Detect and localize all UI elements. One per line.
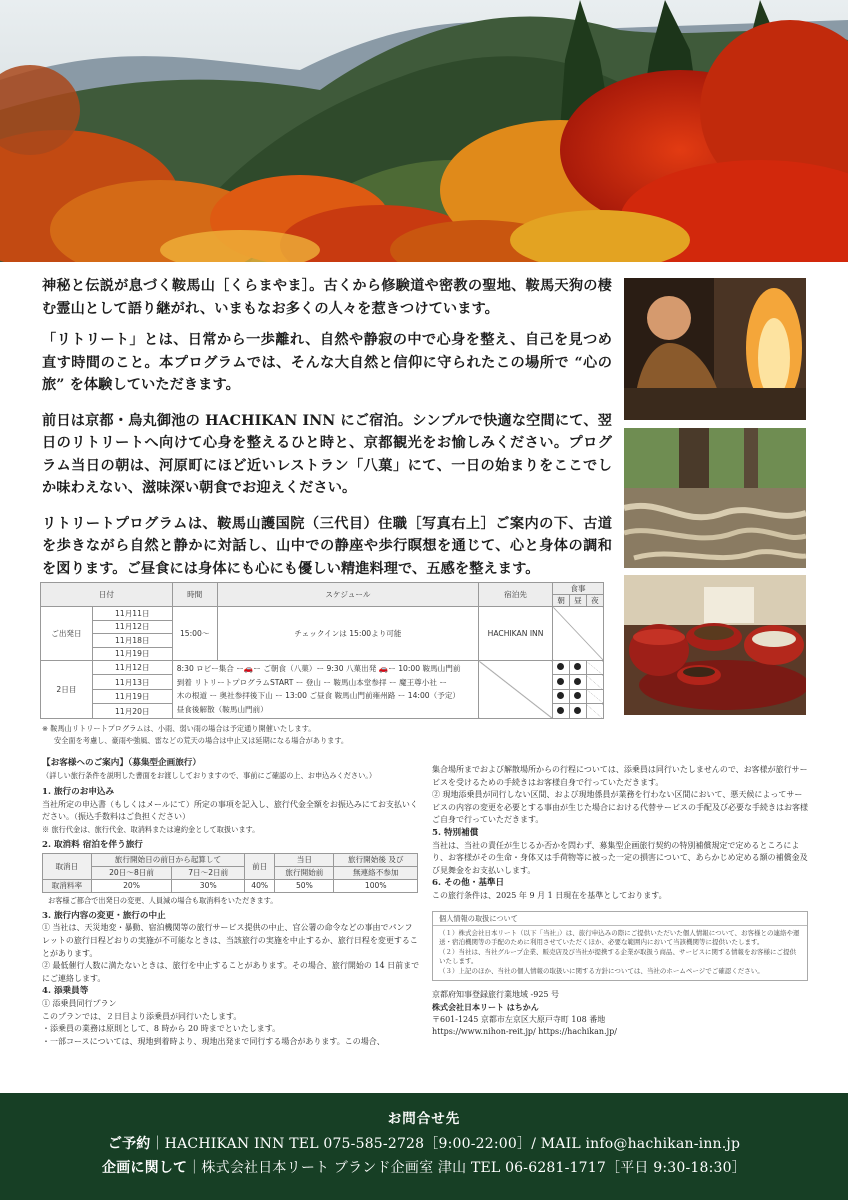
privacy-item: （３）上記のほか、当社の個人情報の取扱いに関する方針については、当社のホームページでご確認ください。 (439, 966, 764, 975)
schedule-note: 安全面を考慮し、豪雨や強風、雷などの荒天の場合は中止又は延期になる場合があります。 (54, 736, 349, 745)
day2-date: 11月12日 (92, 661, 172, 675)
section-heading: 2. 取消料 宿泊を伴う旅行 (42, 839, 143, 850)
monk-fire-ritual-photo (624, 278, 806, 420)
day1-meals-none (553, 607, 604, 661)
intro-paragraph-3: 前日は京都・烏丸御池の HACHIKAN INN にご宿泊。シンプルで快適な空間にて、翌日のリトリートへ向けて心身を整えるひと時と、京都観光をお愉しみください。プログラム当日の朝は、河原町にほど近いレストラン「八菓」にて、一日の始まりをここでしか味わえない、滋味深い朝食でお迎えください。 (42, 412, 612, 496)
section-body: ① 当社は、天災地変・暴動、宿泊機関等の旅行サービス提供の中止、官公署の命令などの事由でパンフレットの旅行日程どおりの実施が不可能なときは、当該旅行の実施を中止するか、旅行日程を変更することがあります。 (42, 923, 418, 958)
lunch-included-icon (574, 707, 581, 714)
breakfast-included-icon (557, 707, 564, 714)
company-registration: 京都府知事登録旅行業地域 -925 号 (432, 989, 560, 999)
day2-date: 11月20日 (92, 704, 172, 718)
lunch-dot (569, 689, 586, 703)
lunch-dot (569, 661, 586, 675)
cancel-rate: 50% (275, 880, 334, 893)
hero-autumn-mountain-photo (0, 0, 848, 262)
section-body: この旅行条件は、2025 年 9 月 1 日現在を基準としております。 (432, 890, 667, 900)
lunch-included-icon (574, 678, 581, 685)
terms-right-column (432, 764, 808, 1039)
privacy-item: （１）株式会社日本リート（以下「当社」）は、旅行申込みの際にご提供いただいた個人情報について、お客様との連絡や運送・宿泊機関等の手配のために利用させていただくほか、必要な範囲内において当該機関等に提供いたします。 (439, 928, 800, 947)
section-body: 当社は、当社の責任が生じるか否かを問わず、募集型企画旅行契約の特別補償規定で定めるところにより、お客様がその生命・身体又は手荷物等に被った一定の損害について、あらかじめ定める額の補償金及び見舞金をお支払いします。 (432, 840, 808, 875)
breakfast-included-icon (557, 678, 564, 685)
footer-title: お問合せ先 (387, 1111, 461, 1127)
header-hotel: 宿泊先 (479, 583, 553, 607)
privacy-item: （２）当社は、当社グループ企業、販売店及び当社が提携する企業が取扱う商品、サービスに関する情報をお客様にご提供いたします。 (439, 947, 796, 966)
day2-date: 11月19日 (92, 689, 172, 703)
privacy-title: 個人情報の取扱について (433, 912, 807, 926)
terms-left-column (42, 757, 420, 1048)
day1-date: 11月11日 (92, 607, 172, 621)
cancel-header: 当日 (275, 854, 334, 867)
shojin-ryori-meal-photo (624, 575, 806, 715)
company-info (432, 989, 808, 1039)
header-meals: 食事 (553, 583, 604, 595)
planning-label: 企画に関して (102, 1160, 188, 1176)
header-time: 時間 (172, 583, 217, 607)
privacy-policy-box (432, 911, 808, 981)
cancel-header: 旅行開始後 及び (334, 854, 418, 867)
cancel-rate: 100% (334, 880, 418, 893)
intro-paragraph-1: 神秘と伝説が息づく鞍馬山［くらまやま］。古くから修験道や密教の聖地、鞍馬天狗の棲む霊山として語り継がれ、いまもなお多くの人々を惹きつけています。 (42, 278, 612, 317)
day1-hotel: HACHIKAN INN (479, 607, 553, 661)
dinner-none (586, 689, 603, 703)
cancel-header: 20日〜8日前 (91, 867, 172, 880)
breakfast-dot (553, 675, 570, 689)
header-dinner: 夜 (586, 595, 603, 607)
breakfast-included-icon (557, 692, 564, 699)
lunch-included-icon (574, 692, 581, 699)
breakfast-dot (553, 704, 570, 718)
day1-date: 11月12日 (92, 620, 172, 634)
cancel-rate: 20% (91, 880, 172, 893)
section-body: ② 最低催行人数に満たないときは、旅行を中止することがあります。その場合、旅行開始の 14 日前までにご連絡します。 (42, 961, 420, 983)
section-note: ※ 旅行代金は、旅行代金、取消料または違約金として取扱います。 (42, 824, 260, 834)
schedule-note: ※ 鞍馬山リトリートプログラムは、小雨、弱い雨の場合は予定通り開催いたします。 (42, 724, 316, 733)
section-body: 集合場所までおよび解散場所からの行程については、添乗員は同行いたしませんので、お客様が旅行サービスを受けるための手続きはお客様自身で行っていただきます。 (432, 765, 808, 787)
day2-date: 11月13日 (92, 675, 172, 689)
section-body: ・一部コースについては、現地到着時より、現地出発まで同行する場合があります。この場合、 (42, 1036, 385, 1046)
planning-details: ｜株式会社日本リート ブランド企画室 津山 TEL 06-6281-1717［平日 9:30-18:30］ (187, 1160, 746, 1176)
terms-subtitle: （詳しい旅行条件を説明した書面をお渡ししておりますので、事前にご確認の上、お申込みください。） (42, 770, 377, 780)
cancel-rate-label: 取消料率 (43, 880, 92, 893)
day2-label: 2日目 (41, 661, 93, 719)
section-note: お客様ご都合で出発日の変更、人員減の場合も取消料をいただきます。 (48, 896, 278, 906)
dinner-none (586, 661, 603, 675)
intro-paragraph-4: リトリートプログラムは、鞍馬山護国院（三代目）住職［写真右上］ご案内の下、古道を歩きながら自然と静かに対話し、山中での静座や歩行瞑想を通じて、心と身体の調和を図ります。ご昼食には身体にも心にも優しい精進料理で、五感を整えます。 (42, 515, 612, 577)
section-heading: 6. その他・基準日 (432, 878, 505, 889)
day1-time: 15:00〜 (172, 607, 217, 661)
section-heading: 3. 旅行内容の変更・旅行の中止 (42, 910, 166, 921)
cancellation-fee-table (42, 853, 418, 893)
cancel-header: 7日〜2日前 (172, 867, 245, 880)
intro-paragraph-2: 「リトリート」とは、日常から一歩離れ、自然や静寂の中で心身を整え、自己を見つめ直す時間のこと。本プログラムでは、そんな大自然と信仰に守られたこの場所で “心の旅” を体験していただきます。 (42, 332, 612, 393)
company-name: 株式会社日本リート はちかん (432, 1002, 539, 1013)
cancel-rate: 40% (245, 880, 275, 893)
reservation-details: ｜HACHIKAN INN TEL 075-585-2728［9:00-22:00］/ MAIL info@hachikan-inn.jp (150, 1136, 741, 1152)
lunch-dot (569, 675, 586, 689)
terms-title: 【お客様へのご案内】（募集型企画旅行） (42, 758, 201, 768)
reservation-label: ご予約 (107, 1136, 151, 1152)
header-breakfast: 朝 (553, 595, 570, 607)
section-body: 当社所定の申込書（もしくはメールにて）所定の事項を記入し、旅行代金全額をお振込みにてお支払いください。（振込手数料はご負担ください） (42, 799, 418, 822)
day1-label: ご出発日 (41, 607, 93, 661)
dinner-none (586, 675, 603, 689)
schedule-notes (42, 723, 348, 747)
reservation-contact (0, 1133, 848, 1153)
section-body: このプランでは、２日目より添乗員が同行いたします。 (42, 1011, 242, 1021)
header-lunch: 昼 (569, 595, 586, 607)
lunch-dot (569, 704, 586, 718)
section-heading: 4. 添乗員等 (42, 986, 89, 997)
day1-schedule: チェックインは 15:00より可能 (217, 607, 478, 661)
dinner-none (586, 704, 603, 718)
cancel-header: 前日 (245, 854, 275, 880)
header-date: 日付 (41, 583, 173, 607)
section-body: ① 添乗員同行プラン (42, 998, 117, 1008)
schedule-table (40, 582, 604, 719)
intro-text (42, 275, 612, 589)
breakfast-included-icon (557, 663, 564, 670)
day2-schedule-line: 木の根道 ー 奥社参拝後下山 ー 13:00 ご昼食 鞍馬山門前雍州路 ー 14:00（予定） (176, 691, 461, 701)
header-schedule: スケジュール (217, 583, 478, 607)
breakfast-dot (553, 661, 570, 675)
cancel-header: 旅行開始前 (275, 867, 334, 880)
day2-schedule-line: 昼食後解散（鞍馬山門前） (176, 705, 268, 715)
cancel-rate: 30% (172, 880, 245, 893)
day2-hotel-none (479, 661, 553, 719)
day2-schedule (172, 661, 478, 719)
breakfast-dot (553, 689, 570, 703)
cancel-header: 旅行開始日の前日から起算して (91, 854, 244, 867)
company-address: 〒601-1245 京都市左京区大原戸寺町 108 番地 (432, 1014, 606, 1024)
day2-schedule-line: 8:30 ロビー集合 ー🚗ー ご朝食（八菓）ー 9:30 八菓出発 🚗ー 10:00 鞍馬山門前 (176, 664, 461, 673)
day2-schedule-line: 到着 リトリートプログラムSTART ー 登山 ー 鞍馬山本堂参拝 ー 魔王尊小社 ー (176, 677, 447, 687)
forest-root-path-photo (624, 428, 806, 568)
section-body: ・添乗員の業務は原則として、8 時から 20 時までといたします。 (42, 1024, 281, 1034)
planning-contact (0, 1157, 848, 1177)
day1-date: 11月19日 (92, 647, 172, 661)
section-heading: 5. 特別補償 (432, 827, 479, 838)
company-urls: https://www.nihon-reit.jp/ https://hachikan.jp/ (432, 1027, 617, 1037)
day1-date: 11月18日 (92, 634, 172, 648)
section-body: ② 現地添乗員が同行しない区間、および現地係員が業務を行わない区間において、悪天候によってサービスの内容の変更を必要とする事由が生じた場合における代替サービスの手配及び必要な手続きはお客様ご自身で行っていただきます。 (432, 790, 808, 825)
section-heading: 1. 旅行のお申込み (42, 787, 115, 798)
lunch-included-icon (574, 663, 581, 670)
cancel-label: 取消日 (43, 854, 92, 880)
contact-footer (0, 1093, 848, 1200)
cancel-header: 無連絡不参加 (334, 867, 418, 880)
